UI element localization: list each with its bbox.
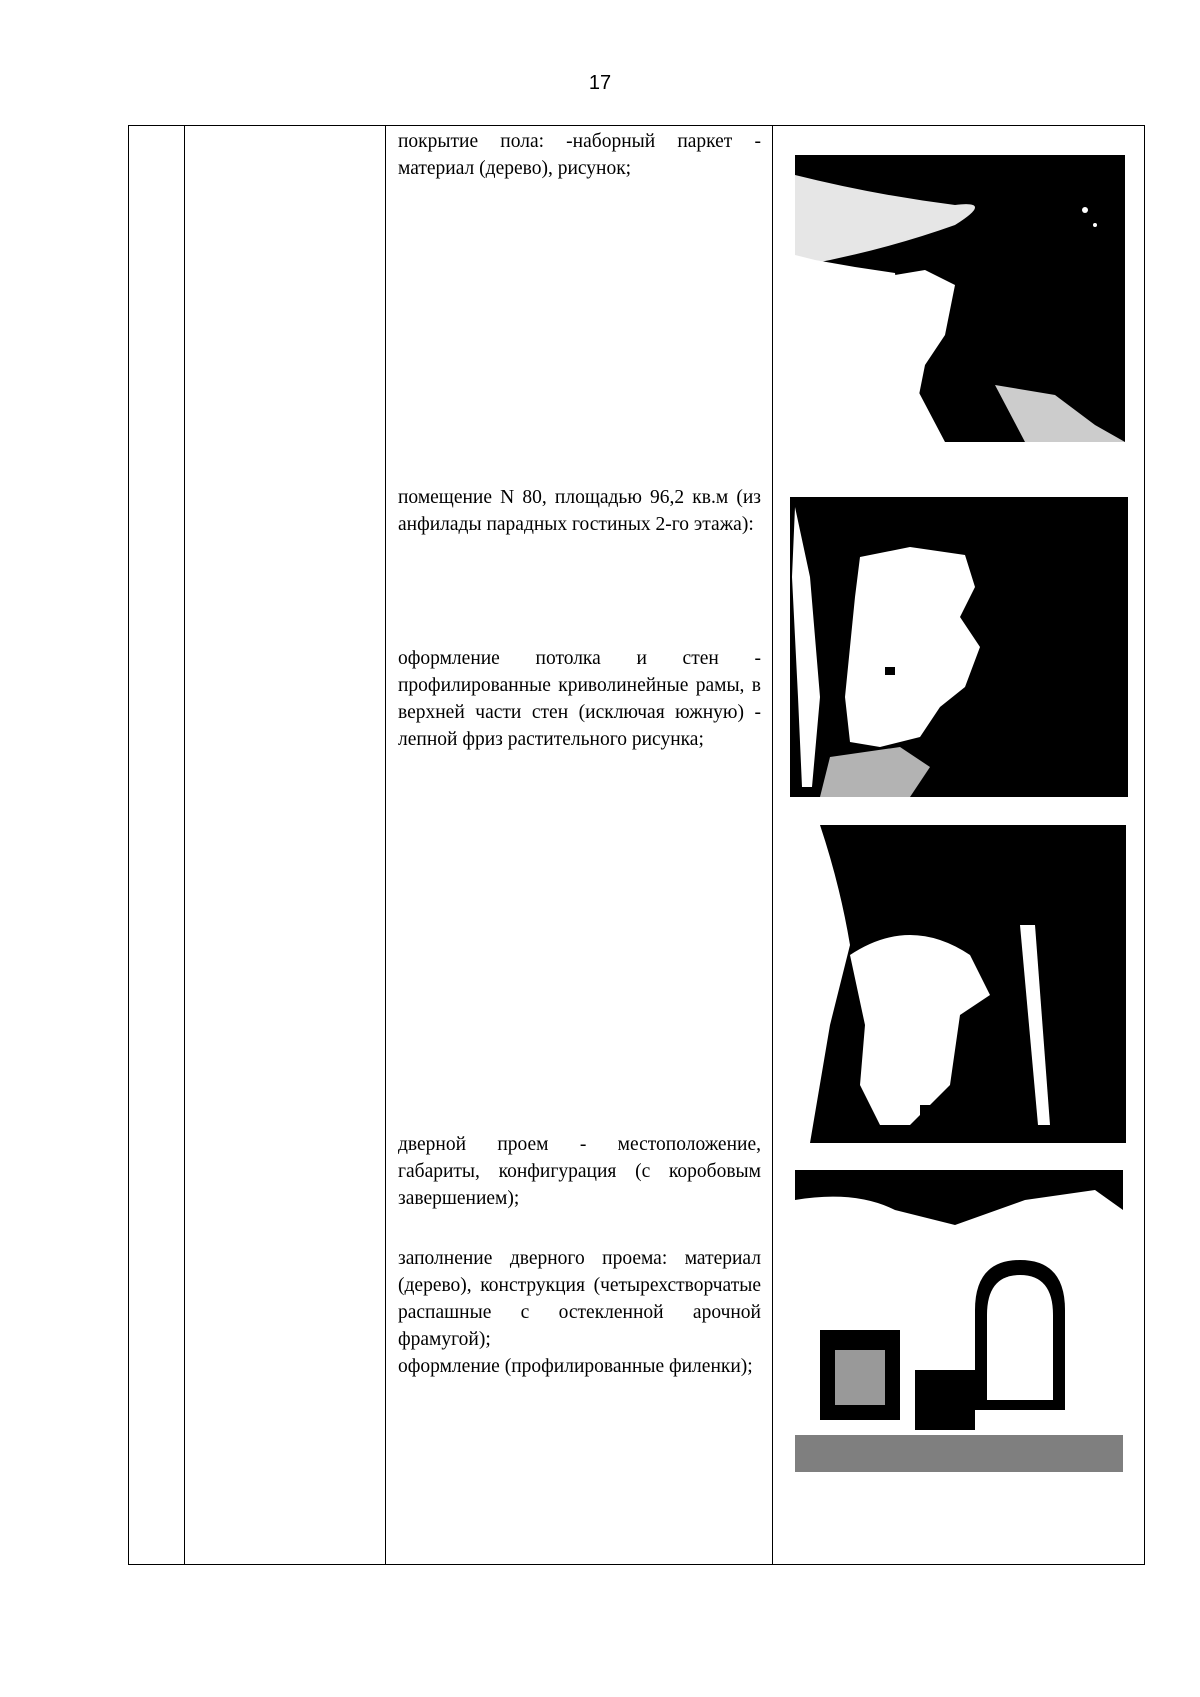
- column-divider-2: [385, 126, 386, 1564]
- column-divider-1: [184, 126, 185, 1564]
- ceiling-walls-text: оформление потолка и стен - профилированные криволинейные рамы, в верхней части стен (исключая южную) - лепной фриз растительного рисунка;: [398, 648, 761, 750]
- floor-parquet-photo: [795, 155, 1125, 442]
- room-80-text: помещение N 80, площадью 96,2 кв.м (из анфилады парадных гостиных 2-го этажа):: [398, 487, 761, 535]
- doorway-arch-photo: [795, 1170, 1123, 1472]
- column-divider-3: [772, 126, 773, 1564]
- floor-covering-text: покрытие пола: -наборный паркет - материал (дерево), рисунок;: [398, 131, 761, 179]
- door-filling-text: заполнение дверного проема: материал (дерево), конструкция (четырехстворчатые распашные с остекленной арочной фрамугой); оформление (профилированные филенки);: [398, 1248, 761, 1377]
- room-80-ceiling-photo-1: [790, 497, 1128, 797]
- doorway-text: дверной проем - местоположение, габариты, конфигурация (с коробовым завершением);: [398, 1134, 761, 1209]
- room-80-ceiling-photo-2: [790, 825, 1126, 1143]
- page-number: 17: [588, 72, 612, 94]
